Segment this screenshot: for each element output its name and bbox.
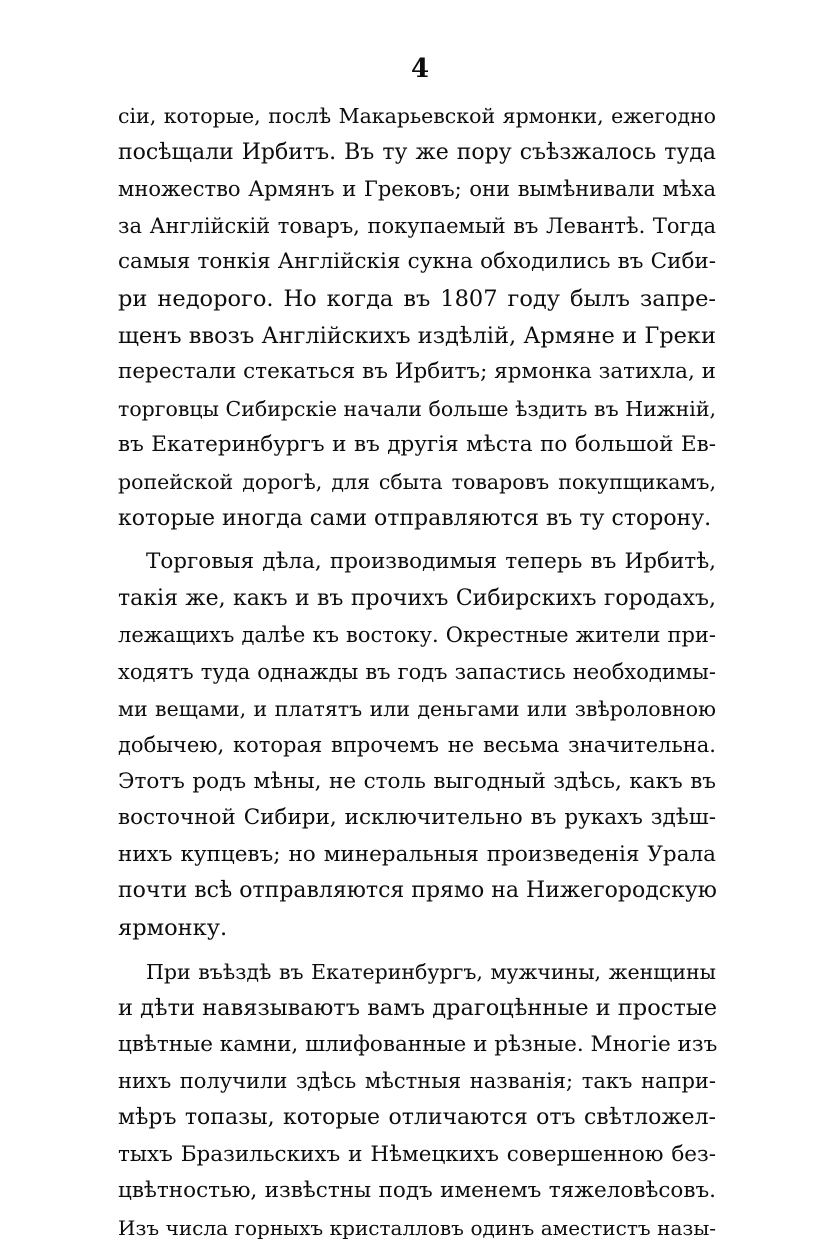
text-line: такія же, какъ и въ прочихъ Сибирскихъ городахъ, xyxy=(118,585,716,611)
text-line: При въѣздѣ въ Екатеринбургъ, мужчины, женщины xyxy=(146,959,716,984)
text-line: за Англійскій товаръ, покупаемый въ Левантѣ. Тогда xyxy=(118,213,716,238)
text-line: Изъ числа горныхъ кристалловъ одинъ аместистъ назы- xyxy=(118,1215,716,1240)
text-line: множество Армянъ и Грековъ; они вымѣнивали мѣха xyxy=(118,177,716,202)
text-line: ри недорого. Но когда въ 1807 году былъ запре- xyxy=(118,285,716,312)
text-line: восточной Сибири, исключительно въ рукахъ здѣш- xyxy=(118,805,716,831)
text-line: торговцы Сибирскіе начали больше ѣздить въ Нижній, xyxy=(118,396,716,421)
text-line: нихъ получили здѣсь мѣстныя названія; такъ напри- xyxy=(118,1069,716,1094)
paragraph-1 xyxy=(118,98,716,537)
text-line: ярмонку. xyxy=(118,915,228,942)
text-line: посѣщали Ирбитъ. Въ ту же пору съѣзжалось туда xyxy=(118,139,716,165)
text-line: почти всѣ отправляются прямо на Нижегородскую xyxy=(118,878,717,904)
text-line: Торговыя дѣла, производимыя теперь въ Ирбитѣ, xyxy=(146,549,716,575)
text-line: самыя тонкія Англійскія сукна обходились въ Сиби- xyxy=(118,249,716,275)
text-line: лежащихъ далѣе къ востоку. Окрестные жители при- xyxy=(118,623,716,648)
text-line: нихъ купцевъ; но минеральныя произведенія Урала xyxy=(118,841,716,867)
text-line: и дѣти навязываютъ вамъ драгоцѣнные и простые xyxy=(118,995,718,1022)
text-line: сіи, которые, послѣ Макарьевской ярмонки, ежегодно xyxy=(118,104,716,128)
text-line: ми вещами, и платятъ или деньгами или звѣроловною xyxy=(118,696,716,721)
text-line: цвѣтные камни, шлифованные и рѣзные. Многіе изъ xyxy=(118,1031,718,1057)
body-text xyxy=(118,98,716,1246)
text-line: щенъ ввозъ Англійскихъ издѣлій, Армяне и Греки xyxy=(118,322,716,349)
text-line: ропейской дорогѣ, для сбыта товаровъ покупщикамъ, xyxy=(118,469,716,494)
text-line: которые иногда сами отправляются въ ту сторону. xyxy=(118,505,712,531)
text-line: ходятъ туда однажды въ годъ запастись необходимы- xyxy=(118,659,716,684)
text-line: въ Екатеринбургъ и въ другія мѣста по большой Ев- xyxy=(118,432,716,458)
text-line: тыхъ Бразильскихъ и Нѣмецкихъ совершенною без- xyxy=(118,1141,716,1167)
paragraph-2 xyxy=(118,544,716,947)
text-line: цвѣтностью, извѣстны подъ именемъ тяжеловѣсовъ. xyxy=(118,1178,716,1204)
paragraph-spacer xyxy=(118,537,716,544)
text-line: Этотъ родъ мѣны, не столь выгодный здѣсь, какъ въ xyxy=(118,768,716,794)
paragraph-3 xyxy=(118,954,716,1246)
text-line: перестали стекаться въ Ирбитъ; ярмонка затихла, и xyxy=(118,359,716,385)
text-line: мѣръ топазы, которые отличаются отъ свѣтложел- xyxy=(118,1105,716,1131)
text-line: добычею, которая впрочемъ не весьма значительна. xyxy=(118,733,716,758)
page-number: 4 xyxy=(410,54,430,84)
paragraph-spacer xyxy=(118,947,716,954)
